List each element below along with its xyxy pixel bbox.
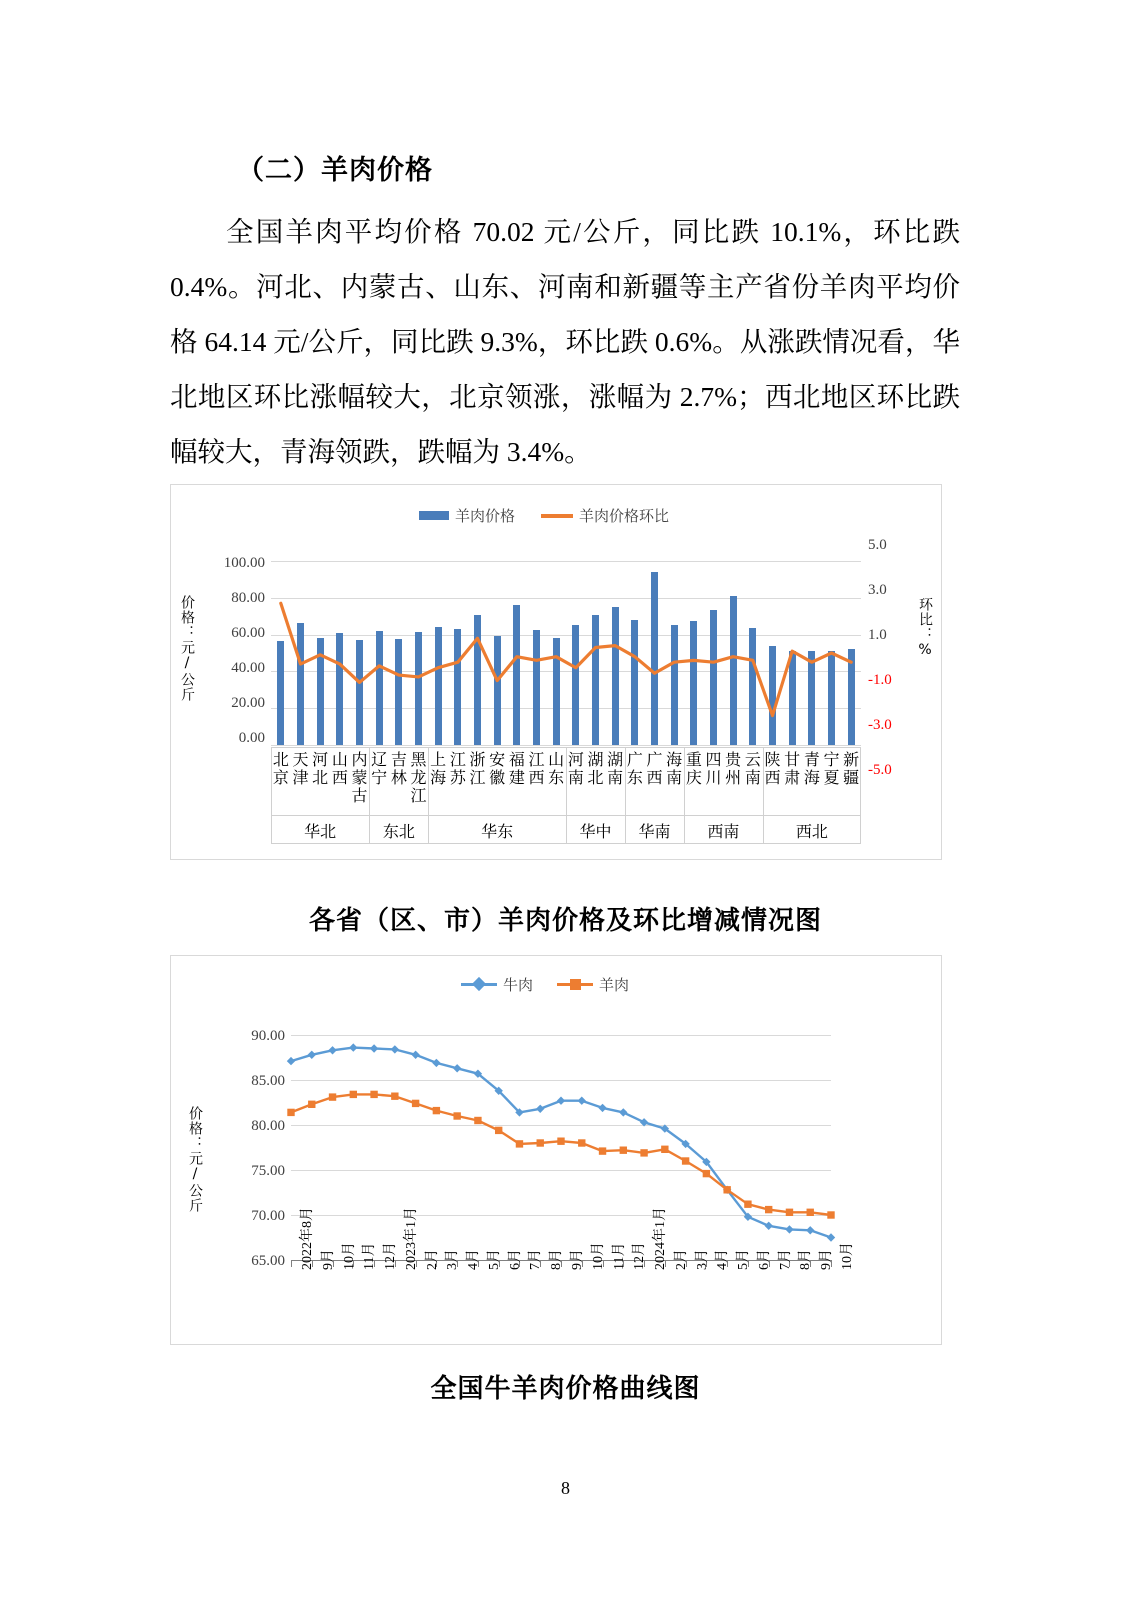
chart1-ytick-40: 40.00	[231, 660, 265, 676]
chart1-region-label-华北: 华北	[304, 822, 337, 841]
chart2-x-label-8月: 8月	[798, 1249, 814, 1270]
chart2-point-牛肉-2024年1月	[640, 1118, 648, 1126]
chart2-point-牛肉-2023年1月	[391, 1045, 399, 1053]
chart2-point-羊肉-6月	[495, 1127, 502, 1134]
chart2-x-label-4月: 4月	[715, 1249, 731, 1270]
chart1-category-label-四川: 四川	[705, 750, 722, 787]
chart2-point-牛肉-11月	[598, 1104, 606, 1112]
chart2-x-label-10月: 10月	[840, 1242, 855, 1270]
chart2-polyline-羊肉	[291, 1094, 831, 1215]
chart2-point-牛肉-10月	[578, 1097, 586, 1105]
chart2-point-牛肉-2022年8月	[287, 1057, 295, 1065]
chart1-category-label-浙江: 浙江	[469, 750, 486, 787]
chart2-x-label-2024年1月: 2024年1月	[653, 1207, 669, 1270]
sheep-price-bar-chart	[170, 484, 942, 860]
chart1-y2tick-neg3: -3.0	[868, 717, 892, 733]
chart1-category-label-山西: 山西	[331, 750, 348, 787]
chart2-point-羊肉-3月	[433, 1107, 440, 1114]
line-marker-square-icon	[557, 983, 593, 986]
chart1-category-label-云南: 云南	[744, 750, 761, 787]
chart1-legend-label-0: 羊肉价格	[455, 507, 516, 525]
chart1-region-label-西南: 西南	[707, 822, 740, 841]
section-heading: （二）羊肉价格	[237, 155, 433, 186]
chart2-point-牛肉-12月	[619, 1108, 627, 1116]
chart1-category-label-湖北: 湖北	[587, 750, 604, 787]
chart2-point-羊肉-9月	[807, 1209, 814, 1216]
chart2-y-axis-title: 价格：元/公斤	[187, 1106, 203, 1213]
chart2-legend-item-mutton	[557, 974, 629, 995]
chart2-x-label-9月: 9月	[320, 1249, 336, 1270]
chart2-point-牛肉-9月	[806, 1226, 814, 1234]
chart2-point-羊肉-9月	[557, 1138, 564, 1145]
chart1-category-label-重庆: 重庆	[685, 750, 702, 787]
chart2-x-label-9月: 9月	[819, 1249, 835, 1270]
chart2-ytick-85: 85.00	[251, 1073, 285, 1089]
chart2-x-label-6月: 6月	[756, 1249, 772, 1270]
chart1-ytick-100: 100.00	[223, 555, 265, 571]
chart1-category-label-辽宁: 辽宁	[371, 750, 388, 787]
chart2-point-羊肉-8月	[786, 1209, 793, 1216]
chart2-x-label-5月: 5月	[736, 1249, 752, 1270]
chart1-y2-axis-title: 环比：%	[917, 597, 933, 659]
chart1-ytick-60: 60.00	[231, 625, 265, 641]
chart1-ytick-0: 0.00	[238, 730, 265, 746]
page-number: 8	[561, 1478, 570, 1498]
chart1-category-label-吉林: 吉林	[390, 750, 407, 787]
chart1-y2tick-neg5: -5.0	[868, 762, 892, 778]
chart2-point-羊肉-2022年8月	[287, 1109, 294, 1116]
chart1-category-label-天津: 天津	[292, 750, 309, 787]
chart2-point-牛肉-9月	[308, 1051, 316, 1059]
chart2-ytick-80: 80.00	[251, 1118, 285, 1134]
chart1-caption: 各省（区、市）羊肉价格及环比增减情况图	[308, 906, 822, 936]
chart1-category-label-河南: 河南	[567, 750, 584, 787]
chart2-point-羊肉-5月	[723, 1186, 730, 1193]
chart2-x-label-9月: 9月	[570, 1249, 585, 1270]
chart1-category-label-山东: 山东	[548, 750, 565, 787]
chart2-point-羊肉-4月	[703, 1170, 710, 1177]
chart1-ytick-80: 80.00	[231, 590, 265, 606]
chart2-point-牛肉-11月	[349, 1043, 357, 1051]
chart2-legend	[461, 974, 629, 995]
chart1-y2tick-3: 3.0	[868, 582, 887, 598]
beef-mutton-price-line-chart	[170, 955, 942, 1345]
chart1-region-label-华东: 华东	[481, 822, 514, 841]
bar-swatch-icon	[419, 511, 449, 520]
chart1-legend-item-price	[419, 505, 515, 526]
chart2-x-label-12月: 12月	[632, 1242, 648, 1270]
chart2-point-牛肉-8月	[536, 1105, 544, 1113]
chart2-point-羊肉-3月	[682, 1157, 689, 1164]
chart1-line-series	[271, 561, 861, 745]
chart2-point-羊肉-10月	[329, 1093, 336, 1100]
chart2-x-label-7月: 7月	[777, 1249, 793, 1270]
chart2-point-牛肉-7月	[764, 1222, 772, 1230]
chart2-point-羊肉-7月	[765, 1206, 772, 1213]
chart1-legend-item-mom	[541, 505, 669, 526]
chart2-ytick-65: 65.00	[251, 1253, 285, 1269]
chart1-category-label-内蒙古: 内蒙古	[351, 750, 368, 805]
chart2-legend-item-beef	[461, 974, 533, 995]
chart2-point-牛肉-3月	[432, 1059, 440, 1067]
chart1-category-label-新疆: 新疆	[843, 750, 860, 787]
chart2-x-label-11月: 11月	[362, 1242, 378, 1270]
chart2-x-label-2月: 2月	[673, 1249, 689, 1270]
chart1-region-label-东北: 东北	[382, 822, 415, 841]
chart2-x-label-2022年8月: 2022年8月	[300, 1207, 315, 1270]
chart1-region-label-华南: 华南	[638, 822, 671, 841]
chart2-point-羊肉-10月	[578, 1139, 585, 1146]
chart1-y2tick-neg1: -1.0	[868, 672, 892, 688]
chart2-x-label-2023年1月: 2023年1月	[403, 1207, 419, 1270]
chart1-category-label-安徽: 安徽	[489, 750, 506, 787]
chart2-point-牛肉-9月	[557, 1097, 565, 1105]
chart1-region-label-西北: 西北	[795, 822, 828, 841]
chart2-point-羊肉-12月	[370, 1091, 377, 1098]
chart2-point-羊肉-6月	[744, 1201, 751, 1208]
chart2-point-羊肉-2月	[412, 1100, 419, 1107]
chart2-point-牛肉-2月	[411, 1051, 419, 1059]
chart1-region-labels	[271, 815, 861, 843]
chart1-y2tick-5: 5.0	[868, 537, 887, 553]
chart2-point-牛肉-10月	[827, 1233, 835, 1241]
chart1-mom-polyline	[281, 603, 851, 715]
chart1-category-label-贵州: 贵州	[725, 750, 742, 787]
chart1-category-label-海南: 海南	[666, 750, 683, 787]
chart2-x-label-8月: 8月	[549, 1249, 565, 1270]
chart1-category-label-陕西: 陕西	[764, 750, 781, 787]
chart2-point-羊肉-8月	[537, 1139, 544, 1146]
chart1-legend-label-1: 羊肉价格环比	[579, 507, 670, 525]
chart2-point-牛肉-10月	[328, 1046, 336, 1054]
chart1-y-axis-title: 价格：元/公斤	[179, 595, 195, 702]
chart1-category-label-甘肃: 甘肃	[784, 750, 801, 787]
chart1-category-label-江西: 江西	[528, 750, 545, 787]
chart1-legend	[419, 505, 669, 526]
chart2-plot-area	[291, 1035, 831, 1260]
chart2-caption: 全国牛羊肉价格曲线图	[430, 1374, 701, 1404]
chart2-legend-label-0: 牛肉	[503, 976, 534, 994]
chart2-point-羊肉-2月	[661, 1146, 668, 1153]
chart2-x-label-2月: 2月	[424, 1249, 440, 1270]
chart2-legend-label-1: 羊肉	[599, 976, 630, 994]
chart2-x-label-3月: 3月	[694, 1249, 710, 1270]
chart2-x-label-10月: 10月	[590, 1242, 606, 1270]
chart2-x-label-5月: 5月	[486, 1249, 502, 1270]
line-marker-diamond-icon	[461, 983, 497, 986]
chart1-y2tick-1: 1.0	[868, 627, 887, 643]
chart1-category-label-黑龙江: 黑龙江	[410, 750, 427, 805]
chart2-point-牛肉-8月	[785, 1225, 793, 1233]
chart1-category-label-湖南: 湖南	[607, 750, 624, 787]
chart2-x-label-3月: 3月	[445, 1249, 461, 1270]
chart1-category-label-广西: 广西	[646, 750, 663, 787]
chart2-x-labels	[291, 1207, 855, 1340]
chart2-point-羊肉-12月	[620, 1147, 627, 1154]
chart2-point-羊肉-11月	[350, 1091, 357, 1098]
chart2-point-羊肉-2023年1月	[391, 1093, 398, 1100]
chart1-category-label-河北: 河北	[312, 750, 329, 787]
chart2-point-牛肉-4月	[453, 1064, 461, 1072]
line-swatch-icon	[541, 514, 573, 518]
chart1-category-label-广东: 广东	[626, 750, 643, 787]
chart2-ytick-75: 75.00	[251, 1163, 285, 1179]
chart1-category-label-北京: 北京	[272, 750, 289, 787]
chart2-point-羊肉-11月	[599, 1147, 606, 1154]
chart1-category-label-青海: 青海	[803, 750, 820, 787]
chart2-x-label-4月: 4月	[466, 1249, 482, 1270]
chart2-point-羊肉-4月	[453, 1112, 460, 1119]
chart1-region-label-华中: 华中	[579, 822, 612, 841]
chart2-point-羊肉-10月	[827, 1211, 834, 1218]
chart2-x-label-12月: 12月	[383, 1242, 399, 1270]
chart2-x-label-7月: 7月	[528, 1249, 544, 1270]
chart2-point-羊肉-5月	[474, 1117, 481, 1124]
chart1-category-label-上海: 上海	[430, 750, 447, 787]
chart2-x-label-6月: 6月	[507, 1249, 523, 1270]
chart1-category-label-江苏: 江苏	[449, 750, 466, 787]
chart2-point-羊肉-2024年1月	[640, 1149, 647, 1156]
chart2-x-label-10月: 10月	[341, 1242, 357, 1270]
chart2-point-羊肉-7月	[516, 1140, 523, 1147]
chart2-x-label-11月: 11月	[611, 1242, 627, 1270]
chart1-plot-area	[271, 561, 861, 745]
chart1-ytick-20: 20.00	[231, 695, 265, 711]
chart2-line-series	[291, 1035, 831, 1260]
chart1-category-label-福建: 福建	[508, 750, 525, 787]
chart2-point-羊肉-9月	[308, 1101, 315, 1108]
chart2-point-牛肉-12月	[370, 1044, 378, 1052]
body-paragraph: 全国羊肉平均价格 70.02 元/公斤，同比跌 10.1%，环比跌 0.4%。河北、内蒙古、山东、河南和新疆等主产省份羊肉平均价格 64.14 元/公斤，同比跌 9.3%，环比跌 0.6%。从涨跌情况看，华北地区环比涨幅较大，北京领涨，涨幅为 2.7%；西北地区环比跌幅较大，青海领跌，跌幅为 3.4%。	[170, 216, 960, 467]
chart2-ytick-90: 90.00	[251, 1028, 285, 1044]
chart1-category-label-宁夏: 宁夏	[823, 750, 840, 787]
chart2-ytick-70: 70.00	[251, 1208, 285, 1224]
